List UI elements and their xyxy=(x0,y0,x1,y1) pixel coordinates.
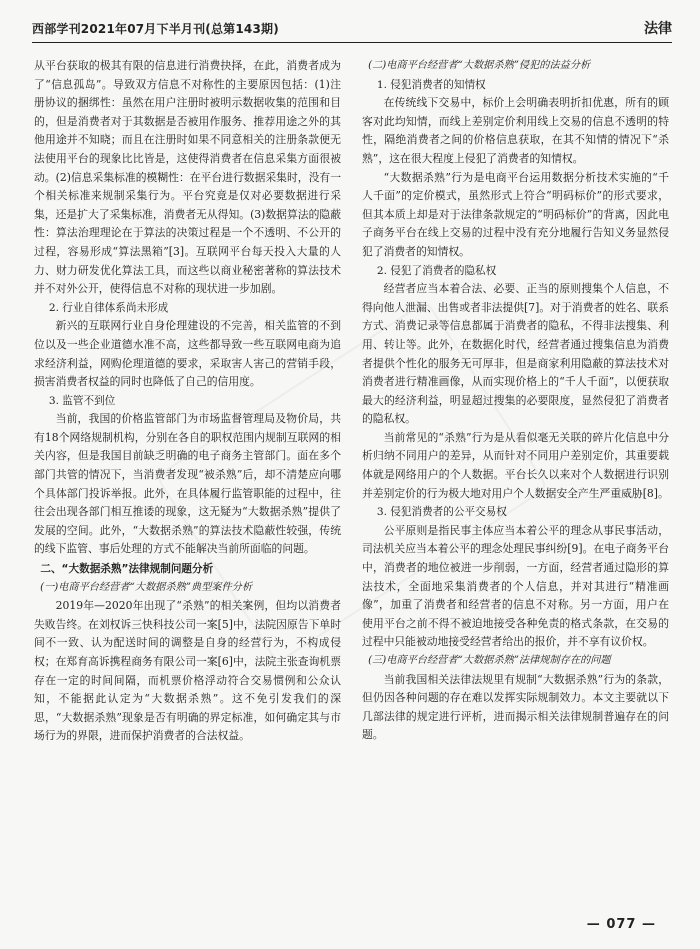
paragraph: 公平原则是指民事主体应当本着公平的理念从事民事活动，司法机关应当本着公平的理念处理民事纠纷[9]。在电子商务平台中，消费者的地位被进一步削弱，一方面，经营者通过隐形的算法技术，全面地采集消费者的个人信息，并对其进行“精准画像”，加重了消费者和经营者的信息不对称。另一方面，用户在使用平台之前不得不被迫地接受各种免责的格式条款，在交易的过程中只能被动地接受经营者给出的报价，并不享有议价权。 xyxy=(362,523,669,649)
paragraph: 当前，我国的价格监管部门为市场监督管理局及物价局，共有18个网络规制机构，分别在各自的职权范围内规制互联网的相关内容，但是我国目前缺乏明确的电子商务主管部门。面在多个部门共管的情况下，当消费者发现“被杀熟”后，却不清楚应向哪个具体部门投诉举报。此外，在具体履行监管职能的过程中，往往会出现各部门相互推诿的现象，这无疑为“大数据杀熟”提供了发展的空间。此外，“大数据杀熟”的算法技术隐蔽性较强，传统的线下监管、事后处理的方式不能解决当前所面临的问题。 xyxy=(34,412,341,556)
section-heading: 二、“大数据杀熟”法律规制问题分析 xyxy=(40,563,214,576)
point-heading: 2. 侵犯了消费者的隐私权 xyxy=(376,264,497,277)
right-column xyxy=(362,57,669,745)
subsection-heading: (三)电商平台经营者“大数据杀熟”法律规制存在的问题 xyxy=(368,655,611,666)
paragraph: 当前我国相关法律法规里有规制“大数据杀熟”行为的条款，但仍因各种问题的存在难以发挥实际规制效力。本文主要就以下几部法律的规定进行评析，进而揭示相关法律规制普遍存在的问题。 xyxy=(362,672,669,742)
subsection-heading: (二)电商平台经营者“大数据杀熟”侵犯的法益分析 xyxy=(368,60,591,71)
running-header xyxy=(32,18,672,40)
point-heading: 2. 行业自律体系尚未形成 xyxy=(48,301,169,314)
header-rule xyxy=(32,42,672,43)
left-column xyxy=(34,57,341,746)
paragraph: 2019年—2020年出现了“杀熟”的相关案例，但均以消费者失败告终。在刘权诉三快科技公司一案[5]中，法院因原告下单时间不一致、认为配送时间的调整是自身的经营行为，不构成侵权；在郑育高诉携程商务有限公司一案[6]中，法院主张查询机票存在一定的时间间隔，而机票价格浮动符合交易惯例和公众认知，不能据此认定为“大数据杀熟”。这不免引发我们的深思，“大数据杀熟”现象是否有明确的界定标准，如何确定其与市场行为的界限，进而保护消费者的合法权益。 xyxy=(34,599,341,743)
point-heading: 3. 侵犯消费者的公平交易权 xyxy=(376,506,507,519)
paragraph: 新兴的互联网行业自身伦理建设的不完善，相关监管的不到位以及一些企业道德水准不高，这些都导致一些互联网电商为追求经济利益，网购伦理道德的要求，采取害人害己的营销手段，损害消费者权益的同时也降低了自己的信用度。 xyxy=(34,319,341,389)
paragraph: 从平台获取的极其有限的信息进行消费抉择，在此，消费者成为了“信息孤岛”。导致双方信息不对称性的主要原因包括：(1)注册协议的捆绑性：虽然在用户注册时被明示数据收集的范围和目的，但是消费者对于其数据是否被用作服务、推荐用途之外的其他用途并不知晓；而且在注册时如果不同意相关的注册条款便无法使用平台的现象比比皆是，这使得消费者在信息采集方面很被动。(2)信息采集标准的模糊性：在平台进行数据采集时，没有一个相关标准来规制采集行为。平台究竟是仅对必要数据进行采集，还是扩大了采集标准，消费者无从得知。(3)数据算法的隐蔽性：算法治理理论在于算法的决策过程是一个不透明、不公开的过程，容易形成“算法黑箱”[3]。互联网平台每天投入大量的人力、财力研发优化算法工具，而这些以商业秘密著称的算法技术并不对外公开，使得信息不对称的现状进一步加剧。 xyxy=(34,59,341,296)
section-label: 法律 xyxy=(644,21,672,37)
point-heading: 1. 侵犯消费者的知情权 xyxy=(376,78,486,91)
paragraph: “大数据杀熟”行为是电商平台运用数据分析技术实施的“千人千面”的定价模式，虽然形式上符合“明码标价”的形式要求，但其本质上却是对于法律条款规定的“明码标价”的背离，因此电子商务平台在线上交易的过程中没有充分地履行告知义务显然侵犯了消费者的知情权。 xyxy=(362,170,669,258)
paragraph: 当前常见的“杀熟”行为是从看似毫无关联的碎片化信息中分析归纳不同用户的差异，从而针对不同用户差别定价，其重要载体就是网络用户的个人数据。平台长久以来对个人数据进行识别并差别定价的行为极大地对用户个人数据安全产生严重威胁[8]。 xyxy=(362,430,669,500)
paragraph: 经营者应当本着合法、必要、正当的原则搜集个人信息，不得向他人泄漏、出售或者非法提供[7]。对于消费者的姓名、联系方式、消费记录等信息都属于消费者的隐私，不得非法搜集、利用、转让等。此外，在数据化时代，经营者通过搜集信息为消费者提供个性化的服务无可厚非，但是商家利用隐蔽的算法技术对消费者进行精准画像，从而实现价格上的“千人千面”，以便获取最大的经济利益，明显超过搜集的必要限度，显然侵犯了消费者的隐私权。 xyxy=(362,282,669,426)
point-heading: 3. 监管不到位 xyxy=(48,394,116,407)
journal-title: 西部学刊2021年07月下半月刊(总第143期) xyxy=(32,22,279,36)
page-number: — 077 — xyxy=(586,917,656,932)
paragraph: 在传统线下交易中，标价上会明确表明折扣优惠，所有的顾客对此均知情，而线上差别定价利用线上交易的信息不透明的特性，隔绝消费者之间的价格信息获取，在其不知情的情况下“杀熟”，这在很大程度上侵犯了消费者的知情权。 xyxy=(362,96,669,165)
subsection-heading: (一)电商平台经营者“大数据杀熟”典型案件分析 xyxy=(40,581,253,593)
